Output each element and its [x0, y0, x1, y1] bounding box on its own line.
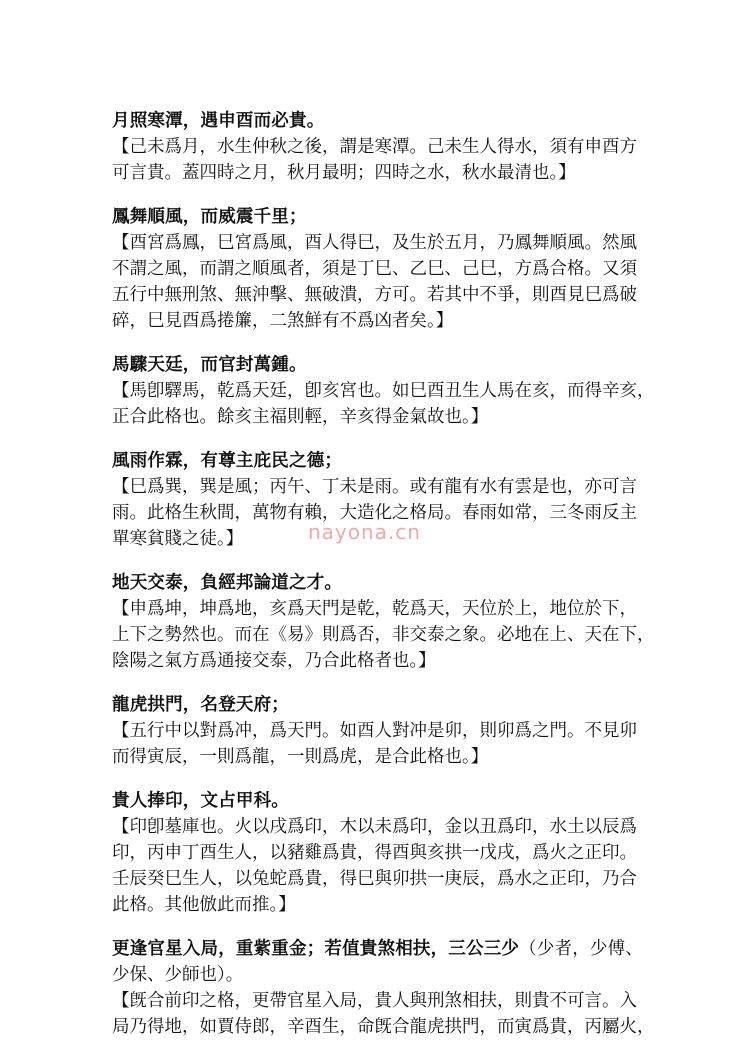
section-heading — [112, 936, 652, 962]
body-line: 【旣合前印之格，更帶官星入局，貴人與刑煞相扶，則貴不可言。入 — [112, 991, 637, 1011]
section-body — [112, 718, 652, 770]
body-line: 印，丙申丁酉生人，以豬雞爲貴，得酉與亥拱一戊戌，爲火之正印。 — [112, 843, 637, 863]
body-line: 【巳爲巽，巽是風；丙午、丁未是雨。或有龍有水有雲是也，亦可言 — [112, 477, 637, 497]
section-body — [112, 134, 652, 186]
body-line: 【己未爲月，水生仲秋之後，謂是寒潭。己未生人得水，須有申酉方 — [112, 137, 637, 157]
body-line: 單寒貧賤之徒。】 — [112, 529, 244, 549]
body-line: 【申爲坤，坤爲地，亥爲天門是乾，乾爲天，天位於上，地位於下， — [112, 599, 637, 619]
section-body — [112, 230, 652, 334]
body-line: 正合此格也。餘亥主福則輕，辛亥得金氣故也。】 — [112, 407, 489, 427]
watermark-text: nayona.cn — [308, 520, 421, 544]
body-line: 【五行中以對爲冲，爲天門。如酉人對冲是卯，則卯爲之門。不見卯 — [112, 721, 637, 741]
heading-note: （少者，少傅、 — [519, 939, 644, 959]
section-heading: 貴人捧印，文占甲科。 — [112, 791, 289, 811]
body-line: 可言貴。蓋四時之月，秋月最明；四時之水，秋水最清也。】 — [112, 163, 576, 183]
section-heading: 馬驟天廷，而官封萬鍾。 — [112, 355, 307, 375]
body-line: 上下之勢然也。而在《易》則爲否，非交泰之象。必地在上、天在下， — [112, 625, 655, 645]
section-dragon-tiger — [112, 692, 652, 770]
body-line: 【酉宮爲鳳，巳宮爲風，酉人得巳，及生於五月，乃鳳舞順風。然風 — [112, 233, 637, 253]
body-line: 局乃得地，如賈侍郎，辛酉生，命旣合龍虎拱門，而寅爲貴，丙屬火， — [112, 1017, 655, 1037]
section-heading: 鳳舞順風，而威震千里； — [112, 207, 307, 227]
section-heading: 地天交泰，負經邦論道之才。 — [112, 573, 343, 593]
section-body — [112, 814, 652, 918]
section-body — [112, 596, 655, 674]
document-page — [112, 108, 655, 1058]
section-wind-rain — [112, 448, 652, 552]
heading-main: 更逢官星入局，重紫重金；若值貴煞相扶，三公三少 — [112, 939, 520, 959]
section-body — [112, 378, 655, 430]
section-heading: 風雨作霖，有尊主庇民之德； — [112, 451, 343, 471]
body-line: 壬辰癸巳生人，以兔蛇爲貴，得巳與卯拱一庚辰，爲水之正印，乃合 — [112, 869, 637, 889]
body-line: 碎，巳見酉爲捲簾，二煞鮮有不爲凶者矣。】 — [112, 311, 454, 331]
section-moon-cold-pool — [112, 108, 652, 186]
section-earth-heaven — [112, 570, 655, 674]
section-body — [112, 962, 655, 1040]
section-heading: 龍虎拱門，名登天府； — [112, 695, 289, 715]
body-line: 陰陽之氣方爲通接交泰，乃合此格者也。】 — [112, 651, 436, 671]
section-noble-seal — [112, 788, 652, 918]
body-line: 雨。此格生秋間，萬物有賴，大造化之格局。春雨如常，三冬雨反主 — [112, 503, 637, 523]
section-phoenix-wind — [112, 204, 652, 334]
body-line: 此格。其他倣此而推。】 — [112, 895, 296, 915]
heading-continuation: 少保、少師也）。 — [112, 965, 244, 985]
section-official-star — [112, 936, 655, 1040]
body-line: 【印卽墓庫也。火以戌爲印，木以未爲印，金以丑爲印，水土以辰爲 — [112, 817, 637, 837]
body-line: 【馬卽驛馬，乾爲天廷，卽亥宮也。如巳酉丑生人馬在亥，而得辛亥， — [112, 381, 655, 401]
body-line: 五行中無刑煞、無沖擊、無破潰，方可。若其中不爭，則酉見巳爲破 — [112, 285, 637, 305]
section-heading: 月照寒潭，遇申酉而必貴。 — [112, 111, 325, 131]
section-horse-heaven-court — [112, 352, 655, 430]
section-body — [112, 474, 652, 552]
body-line: 不謂之風，而謂之順風者，須是丁巳、乙巳、己巳，方爲合格。又須 — [112, 259, 637, 279]
body-line: 而得寅辰，一則爲龍，一則爲虎，是合此格也。】 — [112, 747, 489, 767]
